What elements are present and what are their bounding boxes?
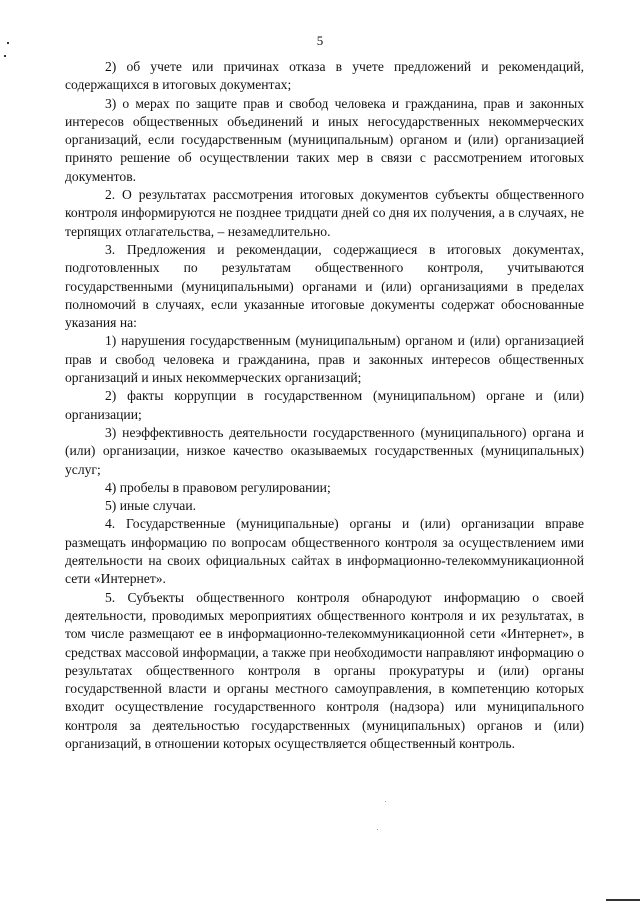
paragraph-item-3: 3. Предложения и рекомендации, содержащиеся в итоговых документах, подготовленных по результатам общественного контроля, учитываются государственными (муниципальными) органами и (или) организациями в пределах полномочий в случаях, если указанные итоговые документы содержат обоснованные указания на: [65, 241, 584, 331]
paragraph-item-2: 2. О результатах рассмотрения итоговых документов субъекты общественного контроля информируются не позднее тридцати дней со дня их получения, а в случаях, не терпящих отлагательства, – незамедлительно. [65, 187, 584, 239]
paragraph-clause-2: 2) об учете или причинах отказа в учете предложений и рекомендаций, содержащихся в итоговых документах; [65, 59, 584, 93]
paragraph-subitem-3: 3) неэффективность деятельности государственного (муниципального) органа и (или) организации, низкое качество оказываемых государственных (муниципальных) услуг; [65, 424, 584, 477]
scan-speck [385, 801, 386, 802]
scan-edge-line [606, 899, 640, 901]
scan-speck [377, 829, 378, 830]
paragraph-subitem-4: 4) пробелы в правовом регулировании; [105, 479, 331, 495]
scan-speck [4, 55, 6, 57]
paragraph-subitem-5: 5) иные случаи. [105, 498, 196, 514]
document-body [65, 58, 584, 753]
paragraph-clause-3: 3) о мерах по защите прав и свобод человека и гражданина, прав и законных интересов общественных объединений и иных негосударственных некоммерческих организаций, если государственным (муниципальным) органом и (или) организацией принято решение об осуществлении таких мер в связи с рассмотрением итоговых документов. [65, 95, 584, 184]
page-number: 5 [316, 33, 324, 48]
paragraph-item-5: 5. Субъекты общественного контроля обнародуют информацию о своей деятельности, проводимых мероприятиях общественного контроля и их результатах, в том числе размещают ее в информационно-телекоммуникационной сети «Интернет», в средствах массовой информации, а также при необходимости направляют информацию о результатах общественного контроля в органы прокуратуры и (или) органы государственной власти и органы местного самоуправления, в компетенцию которых входит осуществление государственного контроля (надзора) или муниципального контроля за деятельностью государственных (муниципальных) органов и (или) организаций, в отношении которых осуществляется общественный контроль. [65, 589, 584, 751]
paragraph-subitem-2: 2) факты коррупции в государственном (муниципальном) органе и (или) организации; [65, 388, 584, 422]
paragraph-item-4: 4. Государственные (муниципальные) органы и (или) организации вправе размещать информацию по вопросам общественного контроля за осуществлением ими деятельности на своих официальных сайтах в информационно-телекоммуникационной сети «Интернет». [65, 516, 584, 587]
paragraph-subitem-1: 1) нарушения государственным (муниципальным) органом и (или) организацией прав и свобод человека и гражданина, прав и законных интересов общественных организаций и иных некоммерческих организаций; [65, 333, 584, 386]
scan-speck [7, 42, 9, 44]
